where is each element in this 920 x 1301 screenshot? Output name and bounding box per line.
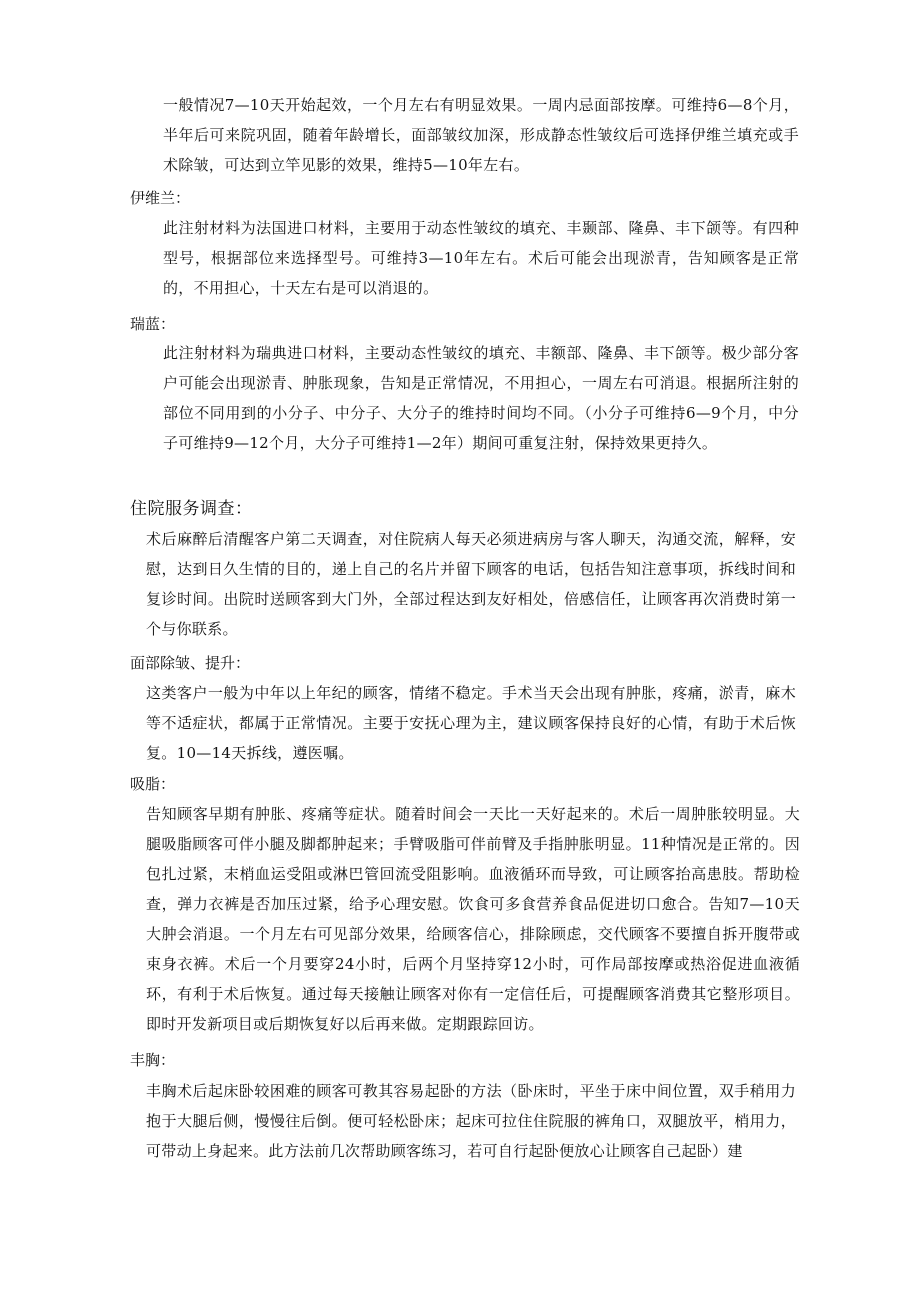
paragraph-inpatient-survey: 术后麻醉后清醒客户第二天调查，对住院病人每天必须进病房与客人聊天，沟通交流，解释，安慰，达到日久生情的目的，递上自己的名片并留下顾客的电话，包括告知注意事项，拆线时间和复诊时间。出院时送顾客到大门外，全部过程达到友好相处，倍感信任，让顾客再次消费时第一个与你联系。	[146, 530, 796, 638]
paragraph-breast: 丰胸术后起床卧较困难的顾客可教其容易起卧的方法（卧床时，平坐于床中间位置，双手稍用力抱于大腿后侧，慢慢往后倒。便可轻松卧床；起床可拉住住院服的裤角口，双腿放平，梢用力，可带动上身起来。此方法前几次帮助顾客练习，若可自行起卧便放心让顾客自己起卧）建	[146, 1082, 796, 1160]
paragraph-ruilan: 此注射材料为瑞典进口材料，主要动态性皱纹的填充、丰额部、隆鼻、丰下颌等。极少部分客户可能会出现淤青、肿胀现象，告知是正常情况，不用担心，一周左右可消退。根据所注射的部位不同用到的小分子、中分子、大分子的维持时间均不同。（小分子可维持6—9个月，中分子可维持9—12个月，大分子可维持1—2年）期间可重复注射，保持效果更持久。	[163, 344, 799, 452]
label-liposuction: 吸脂：	[130, 775, 176, 793]
paragraph-face-lift: 这类客户一般为中年以上年纪的顾客，情绪不稳定。手术当天会出现有肿胀，疼痛，淤青，麻木等不适症状，都属于正常情况。主要于安抚心理为主，建议顾客保持良好的心情，有助于术后恢复。10—14天拆线，遵医嘱。	[146, 684, 796, 762]
label-breast: 丰胸：	[130, 1051, 176, 1069]
paragraph-botox-effect: 一般情况7—10天开始起效，一个月左右有明显效果。一周内忌面部按摩。可维持6—8个月，半年后可来院巩固，随着年龄增长，面部皱纹加深，形成静态性皱纹后可选择伊维兰填充或手术除皱，可达到立竿见影的效果，维持5—10年左右。	[163, 96, 799, 174]
label-face-lift: 面部除皱、提升：	[130, 654, 251, 672]
label-yiweilan: 伊维兰：	[130, 189, 191, 207]
section-heading-inpatient-survey: 住院服务调查：	[130, 499, 253, 519]
paragraph-liposuction: 告知顾客早期有肿胀、疼痛等症状。随着时间会一天比一天好起来的。术后一周肿胀较明显。大腿吸脂顾客可伴小腿及脚都肿起来；手臂吸脂可伴前臂及手指肿胀明显。11种情况是正常的。因包扎过紧，末梢血运受阻或淋巴管回流受阻影响。血液循环而导致，可让顾客抬高患肢。帮助检查，弹力衣裤是否加压过紧，给予心理安慰。饮食可多食营养食品促进切口愈合。告知7—10天大肿会消退。一个月左右可见部分效果，给顾客信心，排除顾虑，交代顾客不要擅自拆开腹带或束身衣裤。术后一个月要穿24小时，后两个月坚持穿12小时，可作局部按摩或热浴促进血液循环，有利于术后恢复。通过每天接触让顾客对你有一定信任后，可提醒顾客消费其它整形项目。即时开发新项目或后期恢复好以后再来做。定期跟踪回访。	[146, 805, 800, 1033]
paragraph-yiweilan: 此注射材料为法国进口材料，主要用于动态性皱纹的填充、丰颞部、隆鼻、丰下颌等。有四种型号，根据部位来选择型号。可维持3—10年左右。术后可能会出现淤青，告知顾客是正常的，不用担心，十天左右是可以消退的。	[163, 219, 799, 297]
label-ruilan: 瑞蓝：	[130, 315, 176, 333]
